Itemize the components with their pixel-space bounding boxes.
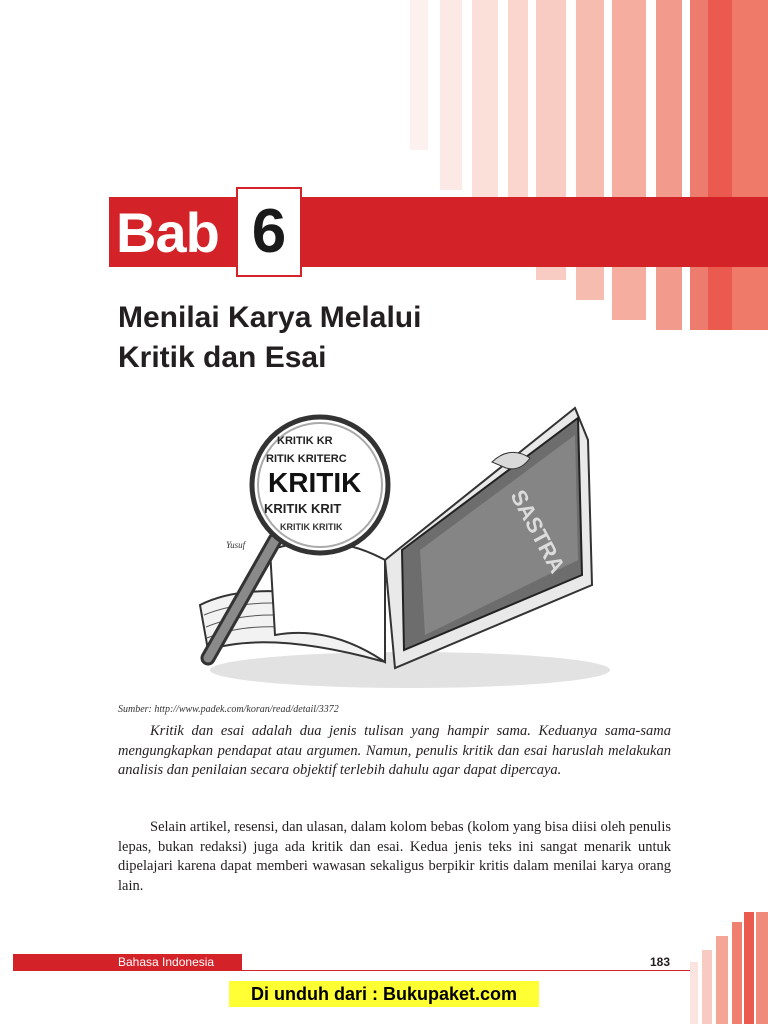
intro-paragraph: Kritik dan esai adalah dua jenis tulisan yang hampir sama. Keduanya sama-sama mengungkapkan pendapat atau argumen. Namun, penulis kritik dan esai haruslah melakukan analisis dan penilaian secara objektif terlebih dahulu agar dapat dipercaya. [118,723,671,778]
magnifier-word-5: KRITIK KRITIK [280,522,343,532]
footer-subject: Bahasa Indonesia [118,955,215,969]
body-paragraph: Selain artikel, resensi, dan ulasan, dalam kolom bebas (kolom yang bisa diisi oleh penulis lepas, bukan redaksi) juga ada kritik dan esai. Kedua jenis teks ini sangat menarik untuk dipelajari karena dapat memberi wawasan sekaligus berpikir kritis dalam menilai karya orang lain. [118,819,671,894]
book-magnifier-illustration [180,400,620,695]
decorative-stripes-bottom [690,912,768,1024]
page-number: 183 [649,955,670,969]
magnifier-word-1: KRITIK KR [277,435,333,447]
book-cover-label: SASTRA [505,485,571,578]
download-source-banner[interactable]: Di unduh dari : Bukupaket.com [229,981,539,1007]
magnifier-word-2: RITIK KRITERC [266,453,347,465]
magnifier-word-3: KRITIK [268,467,362,498]
chapter-title-line1: Menilai Karya Melalui [118,301,422,334]
decorative-stripes-top [400,0,768,330]
artist-signature: Yusuf [226,540,246,550]
chapter-number: 6 [236,187,302,277]
chapter-title-line2: Kritik dan Esai [118,341,327,374]
book-cover [385,408,592,668]
magnifier-word-4: KRITIK KRIT [264,501,342,516]
source-caption: Sumber: http://www.padek.com/koran/read/detail/3372 [118,704,339,715]
chapter-title [118,298,538,378]
chapter-label: Bab [116,201,219,264]
